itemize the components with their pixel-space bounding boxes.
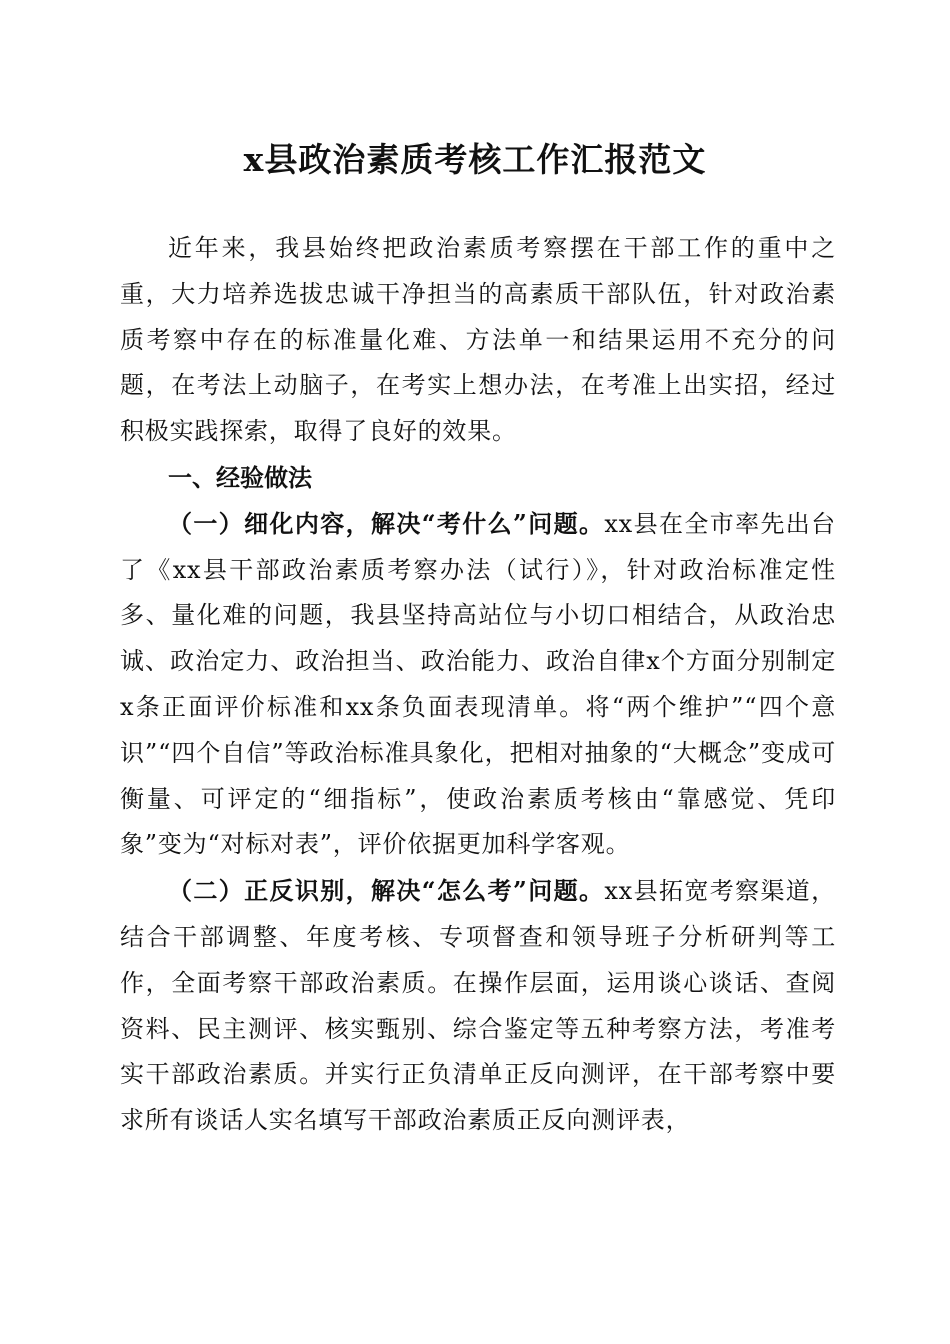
subsection-lead-1: （一）细化内容，解决“考什么”问题。 bbox=[168, 508, 605, 538]
subsection-paragraph-2 bbox=[120, 868, 836, 1144]
subsection-lead-2: （二）正反识别，解决“怎么考”问题。 bbox=[168, 876, 605, 906]
document-body bbox=[120, 226, 836, 1144]
subsection-text-1: xx县在全市率先出台了《xx县干部政治素质考察办法（试行）》，针对政治标准定性多、量化难的问题，我县坚持高站位与小切口相结合，从政治忠诚、政治定力、政治担当、政治能力、政治自律x个方面分别制定x条正面评价标准和xx条负面表现清单。将“两个维护”“四个意识”“四个自信”等政治标准具象化，把相对抽象的“大概念”变成可衡量、可评定的“细指标”，使政治素质考核由“靠感觉、凭印象”变为“对标对表”，评价依据更加科学客观。 bbox=[120, 509, 836, 859]
subsection-text-2: xx县拓宽考察渠道，结合干部调整、年度考核、专项督查和领导班子分析研判等工作，全面考察干部政治素质。在操作层面，运用谈心谈话、查阅资料、民主测评、核实甄别、综合鉴定等五种考察方法，考准考实干部政治素质。并实行正负清单正反向测评，在干部考察中要求所有谈话人实名填写干部政治素质正反向测评表， bbox=[120, 877, 836, 1135]
subsection-paragraph-1 bbox=[120, 501, 836, 868]
document-title: x县政治素质考核工作汇报范文 bbox=[243, 140, 707, 179]
intro-paragraph: 近年来，我县始终把政治素质考察摆在干部工作的重中之重，大力培养选拔忠诚干净担当的高素质干部队伍，针对政治素质考察中存在的标准量化难、方法单一和结果运用不充分的问题，在考法上动脑子，在考实上想办法，在考准上出实招，经过积极实践探索，取得了良好的效果。 bbox=[120, 234, 836, 446]
section-heading-experience: 一、经验做法 bbox=[168, 462, 312, 492]
